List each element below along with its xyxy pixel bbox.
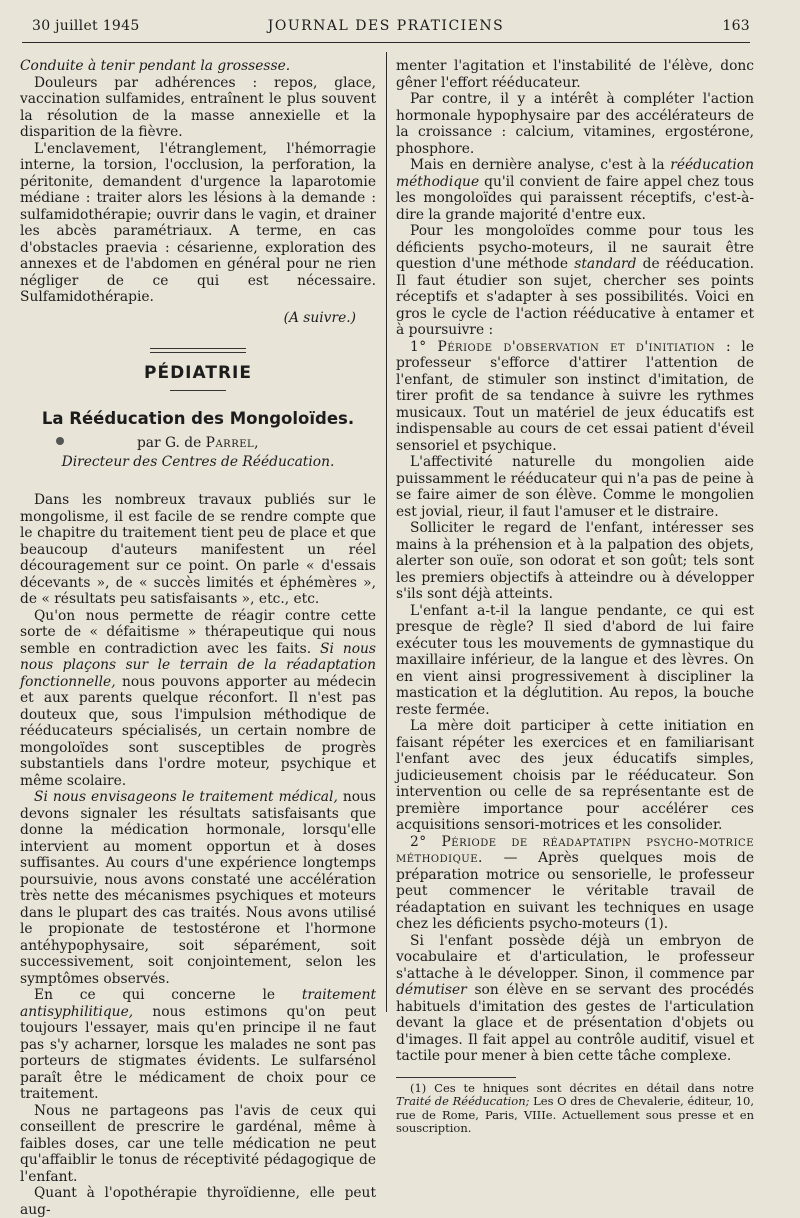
paragraph: Dans les nombreux travaux publiés sur le mongolisme, il est facile de se rendre compte que le chapitre du traitement tient peu de place et que beaucoup d'auteurs manifestent un réel découragement sur ce point. On parle « d'essais décevants », de « succès limités et éphémères », de « résultats peu satisfaisants », etc., etc. bbox=[20, 492, 376, 607]
ink-blot-mark bbox=[56, 437, 64, 445]
to-be-continued: (A suivre.) bbox=[283, 309, 356, 326]
page-number: 163 bbox=[722, 18, 750, 34]
byline bbox=[20, 435, 376, 452]
footnote: (1) Ces te hniques sont décrites en détail dans notre Traité de Rééducation; Les O dres de Chevalerie, éditeur, 10, rue de Rome, Paris, VIIIe. Actuellement sous presse et en souscription. bbox=[396, 1080, 755, 1135]
issue-date: 30 juillet 1945 bbox=[32, 18, 140, 34]
period-1-paragraph: 1° Période d'observation et d'initiation : le professeur s'efforce d'attirer l'attention de l'enfant, de stimuler son instinct d'imitation, de tirer profit de sa tendance à suivre les rythmes musicaux. Tout un matériel de jeux éducatifs est indispensable au cours de cet essai patient d'éveil sensoriel et psychique. bbox=[396, 338, 754, 454]
paragraph: Mais en dernière analyse, c'est à la rééducation méthodique qu'il convient de faire appel chez tous les mongoloïdes qui paraissent réceptifs, c'est-à-dire la grande majorité d'entre eux. bbox=[396, 157, 754, 223]
footnote-rule bbox=[396, 1077, 516, 1078]
journal-title: JOURNAL DES PRATICIENS bbox=[267, 18, 505, 34]
author-role: Directeur des Centres de Rééducation. bbox=[61, 453, 335, 470]
paragraph: L'enclavement, l'étranglement, l'hémorragie interne, la torsion, l'occlusion, la perforation, la péritonite, demandent d'urgence la laparotomie médiane : traiter alors les lésions à la demande : sulfamidothérapie; ouvrir dans le vagin, et drainer les abcès paramétriaux. A terme, en cas d'obstacles praevia : césarienne, exploration des annexes et de l'abdomen en général pour ne rien négliger de ce qui est nécessaire. Sulfamidothérapie. bbox=[20, 140, 376, 305]
paragraph: Par contre, il y a intérêt à compléter l'action hormonale hypophysaire par des accélérateurs de la croissance : calcium, vitamines, ergostérone, phosphore. bbox=[396, 91, 754, 157]
article-title: La Rééducation des Mongoloïdes. bbox=[41, 408, 355, 428]
right-column bbox=[396, 58, 754, 1136]
paragraph: Quant à l'opothérapie thyroïdienne, elle peut aug- bbox=[20, 1185, 376, 1218]
left-column bbox=[20, 58, 376, 1218]
paragraph: L'enfant a-t-il la langue pendante, ce qui est presque de règle? Il sied d'abord de lui faire exécuter tous les mouvements de gymnastique du maxillaire inférieur, de la langue et des lèvres. On en vient ainsi progressivement à discipliner la mastication et la déglutition. Au repos, la bouche reste fermée. bbox=[396, 602, 754, 718]
byline-prefix: par G. de bbox=[136, 435, 206, 451]
subsection-heading: Conduite à tenir pendant la grossesse. bbox=[20, 58, 291, 74]
paragraph: Pour les mongoloïdes comme pour tous les déficients psycho-moteurs, il ne saurait être question d'une méthode standard de rééducation. Il faut étudier son sujet, chercher ses points réceptifs et s'adapter à ses possibilités. Voici en gros le cycle de l'action rééducative à entamer et à poursuivre : bbox=[396, 223, 755, 338]
title-rule bbox=[170, 390, 226, 391]
section-divider bbox=[150, 348, 246, 353]
period-1-heading: 1° Période d'observation et d'initiation : bbox=[410, 338, 732, 355]
column-divider bbox=[386, 52, 387, 1012]
period-2-heading: 2° Période de réadaptatipn psycho-motrice méthodique. bbox=[396, 833, 754, 866]
paragraph: Nous ne partageons pas l'avis de ceux qui conseillent de prescrire le gardénal, même à faibles doses, car une telle médication ne peut qu'affaiblir le tonus de réceptivité pédagogique de l'enfant. bbox=[20, 1102, 376, 1185]
paragraph: Qu'on nous permette de réagir contre cette sorte de « défaitisme » thérapeutique qui nous semble en contradiction avec les faits. Si nous nous plaçons sur le terrain de la réadaptation fonctionnelle, nous pouvons apporter au médecin et aux parents quelque réconfort. Il n'est pas douteux que, sous l'impulsion méthodique de rééducateurs spécialisés, un certain nombre de mongoloïdes sont susceptibles de progrès substantiels dans l'ordre moteur, psychique et même scolaire. bbox=[20, 607, 376, 789]
paragraph: menter l'agitation et l'instabilité de l'élève, donc gêner l'effort rééducateur. bbox=[396, 58, 754, 91]
paragraph: Si l'enfant possède déjà un embryon de vocabulaire et d'articulation, le professeur s'attache à le développer. Sinon, il commence par démutiser son élève en se servant des procédés habituels d'imitation des gestes de l'articulation devant la glace et de présentation d'objets ou d'images. Il fait appel au contrôle auditif, visuel et tactile pour mener à bien cette tâche complexe. bbox=[396, 932, 754, 1064]
period-2-paragraph: 2° Période de réadaptatipn psycho-motrice méthodique. — Après quelques mois de préparation motrice ou sensorielle, le professeur peut commencer le véritable travail de réadaptation en suivant les techniques en usage chez les déficients psycho-moteurs (1). bbox=[396, 833, 754, 932]
paragraph: La mère doit participer à cette initiation en faisant répéter les exercices et en familiarisant l'enfant avec des jeux éducatifs simples, judicieusement choisis par le rééducateur. Son intervention ou celle de sa représentante est de première importance pour accélérer ces acquisitions sensori-motrices et les consolider. bbox=[396, 718, 754, 833]
paragraph: L'affectivité naturelle du mongolien aide puissamment le rééducateur qui n'a pas de peine à se faire aimer de son élève. Comme le mongolien est jovial, rieur, il faut l'amuser et le distraire. bbox=[396, 454, 754, 520]
author-name: Parrel, bbox=[205, 435, 260, 451]
paragraph: Solliciter le regard de l'enfant, intéresser ses mains à la préhension et à la palpation des objets, alerter son ouïe, son odorat et son goût; tels sont les premiers objectifs à atteindre ou à développer s'ils sont déjà atteints. bbox=[396, 520, 754, 602]
paragraph: Si nous envisageons le traitement médical, nous devons signaler les résultats satisfaisants que donne la médication hormonale, lorsqu'elle intervient au moment opportun et à doses suffisantes. Au cours d'une expérience longtemps poursuivie, nous avons constaté une accélération très nette des mécanismes psychiques et moteurs dans le plupart des cas traités. Nous avons utilisé le propionate de testostérone et l'hormone antéhypophysaire, soit séparément, soit successivement, soit conjointement, selon les symptômes observés. bbox=[20, 789, 376, 987]
paragraph: En ce qui concerne le traitement antisyphilitique, nous estimons qu'on peut toujours l'essayer, mais qu'en principe il ne faut pas s'y acharner, lorsque les malades ne sont pas porteurs de stigmates évidents. Le sulfarsénol paraît être le médicament de choix pour ce traitement. bbox=[20, 987, 376, 1102]
section-title: PÉDIATRIE bbox=[144, 363, 252, 383]
page-header bbox=[22, 14, 750, 43]
paragraph: Douleurs par adhérences : repos, glace, vaccination sulfamides, entraînent le plus souvent la résolution de la masse annexielle et la disparition de la fièvre. bbox=[20, 74, 376, 140]
